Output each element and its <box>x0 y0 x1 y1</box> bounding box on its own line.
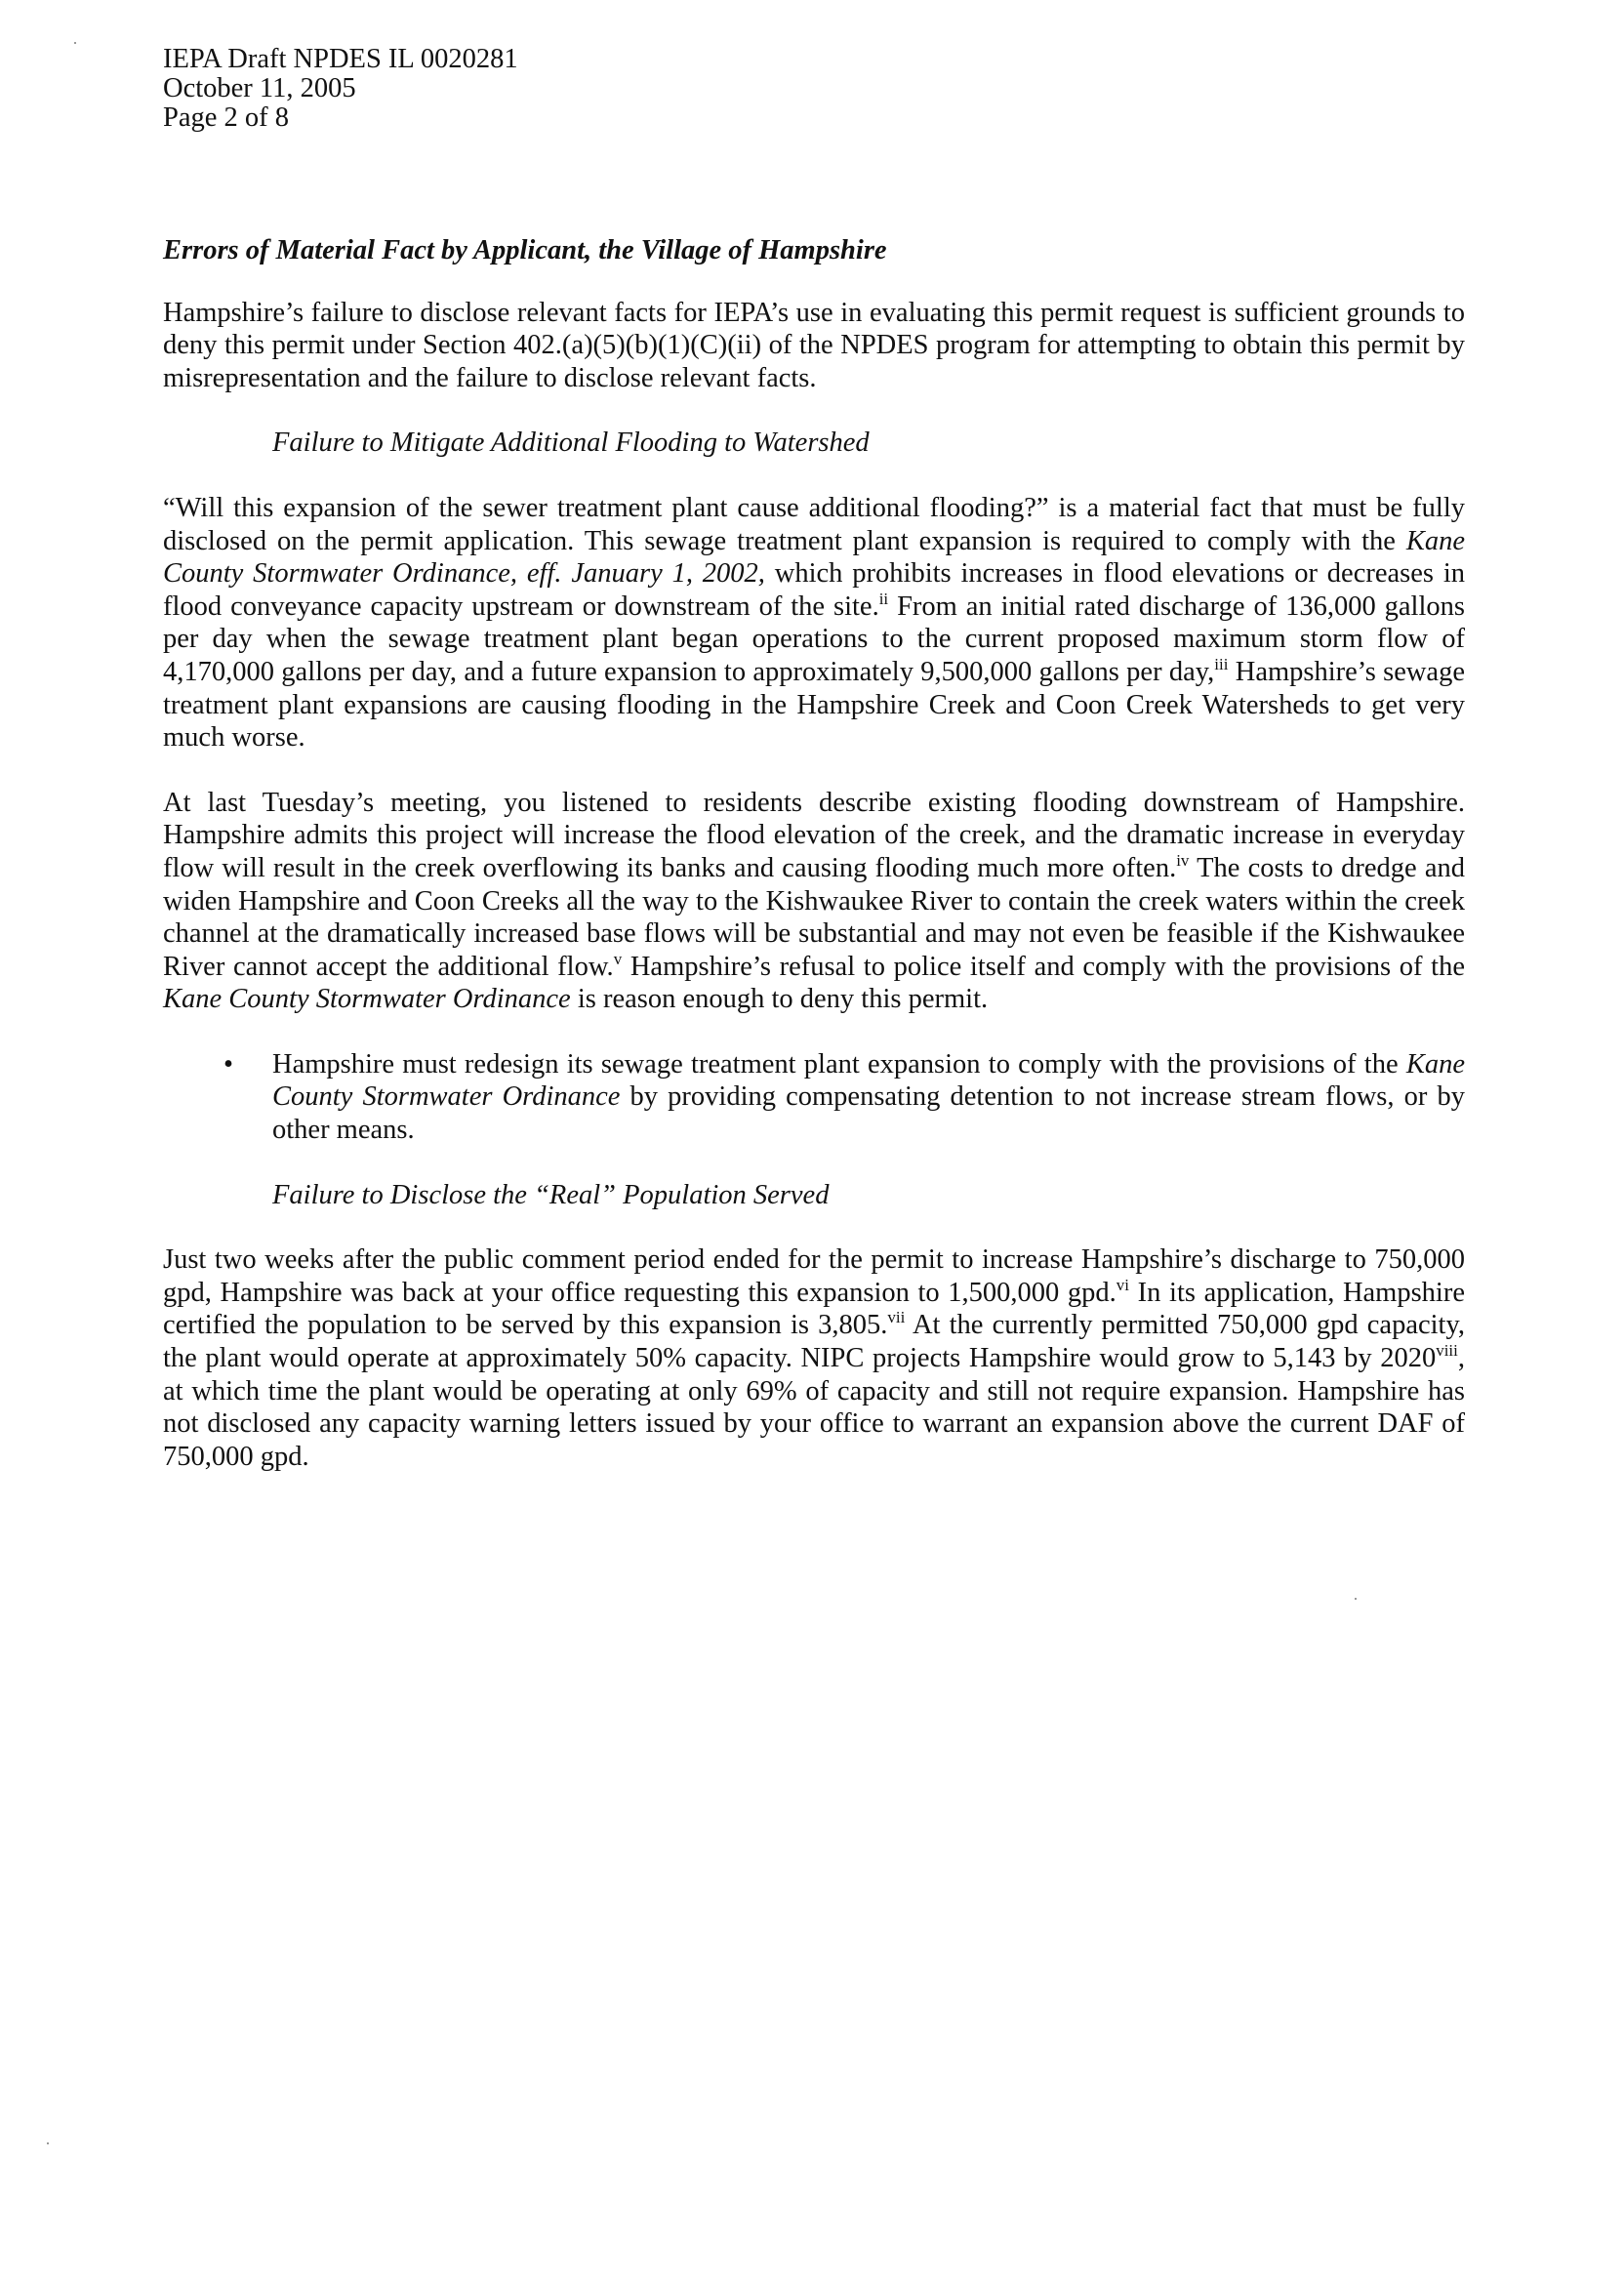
subheading-population: Failure to Disclose the “Real” Population Served <box>272 1179 830 1210</box>
text-run: “Will this expansion of the sewer treatment plant cause additional flooding?” is a material fact that must be fully disclosed on the permit application. This sewage treatment plant expansion is required to comply with the <box>163 492 1465 556</box>
bullet-icon: • <box>223 1048 233 1080</box>
paragraph-meeting <box>163 787 1465 1016</box>
paragraph-intro: Hampshire’s failure to disclose relevant facts for IEPA’s use in evaluating this permit request is sufficient grounds to deny this permit under Section 402.(a)(5)(b)(1)(C)(ii) of the NPDES program for attempting to obtain this permit by misrepresentation and the failure to disclose relevant facts. <box>163 297 1465 393</box>
text-run: which prohibits increases in flood elevations or decreases in flood conveyance capacity upstream or downstream of the site. <box>163 558 1465 622</box>
subheading-flooding: Failure to Mitigate Additional Flooding to Watershed <box>272 428 870 459</box>
text-run: Just two weeks after the public comment period ended for the permit to increase Hampshire’s discharge to 750,000 gpd, Hampshire was back at your office requesting this expansion to 1,500,000 gpd. <box>163 1244 1465 1308</box>
text-run: Hampshire’s sewage treatment plant expansions are causing flooding in the Hampshire Creek and Coon Creek Watersheds to get very much worse. <box>163 656 1465 754</box>
text-run: At last Tuesday’s meeting, you listened to residents describe existing flooding downstream of Hampshire. Hampshire admits this project will increase the flood elevation of the creek, and the dramatic increase in everyday flow will result in the creek overflowing its banks and causing flooding much more often. <box>163 787 1465 883</box>
ordinance-citation: Kane County Stormwater Ordinance <box>272 1048 1465 1113</box>
text-run: In its application, Hampshire certified the population to be served by this expansion is 3,805. <box>163 1277 1465 1341</box>
paragraph-population <box>163 1243 1465 1473</box>
footnote-ref: vi <box>1116 1275 1130 1294</box>
page-header <box>163 45 1465 133</box>
footnote-ref: ii <box>878 589 889 608</box>
text-run: The costs to dredge and widen Hampshire and Coon Creeks all the way to the Kishwaukee River to contain the creek waters within the creek channel at the dramatically increased base flows will be substantial and may not even be feasible if the Kishwaukee River cannot accept the additional flow. <box>163 852 1466 982</box>
header-date: October 11, 2005 <box>163 73 356 103</box>
footnote-ref: viii <box>1436 1341 1458 1361</box>
footnote-ref: vii <box>887 1308 906 1327</box>
scan-speck <box>47 2142 49 2144</box>
document-page <box>163 45 1465 1505</box>
ordinance-citation: Kane County Stormwater Ordinance <box>163 984 571 1015</box>
header-permit-id: IEPA Draft NPDES IL 0020281 <box>163 44 518 74</box>
text-run: At the currently permitted 750,000 gpd capacity, the plant would operate at approximately 50% capacity. NIPC projects Hampshire would grow to 5,143 by 2020 <box>163 1310 1465 1374</box>
section-heading: Errors of Material Fact by Applicant, the Village of Hampshire <box>163 235 887 265</box>
text-run: Hampshire must redesign its sewage treatment plant expansion to comply with the provisions of the <box>272 1048 1406 1080</box>
scan-speck <box>74 42 76 44</box>
text-run: From an initial rated discharge of 136,000 gallons per day when the sewage treatment plant began operations to the current proposed maximum storm flow of 4,170,000 gallons per day, and a future expansion to approximately 9,500,000 gallons per day, <box>163 591 1465 687</box>
scan-speck <box>1355 1598 1357 1600</box>
footnote-ref: v <box>613 949 623 968</box>
bullet-list <box>163 1048 1465 1147</box>
footnote-ref: iv <box>1176 850 1190 870</box>
header-page-number: Page 2 of 8 <box>163 102 290 133</box>
ordinance-citation: Kane County Stormwater Ordinance, eff. January 1, 2002, <box>163 525 1465 590</box>
footnote-ref: iii <box>1214 654 1229 673</box>
text-run: , at which time the plant would be operating at only 69% of capacity and still not require expansion. Hampshire has not disclosed any capacity warning letters issued by your office to warrant an expansion above the current DAF of 750,000 gpd. <box>163 1343 1465 1472</box>
text-run: by providing compensating detention to not increase stream flows, or by other means. <box>272 1081 1466 1146</box>
text-run: is reason enough to deny this permit. <box>570 984 989 1015</box>
bullet-item <box>223 1048 1466 1147</box>
paragraph-flooding <box>163 492 1465 754</box>
text-run: Hampshire’s refusal to police itself and comply with the provisions of the <box>622 951 1465 982</box>
